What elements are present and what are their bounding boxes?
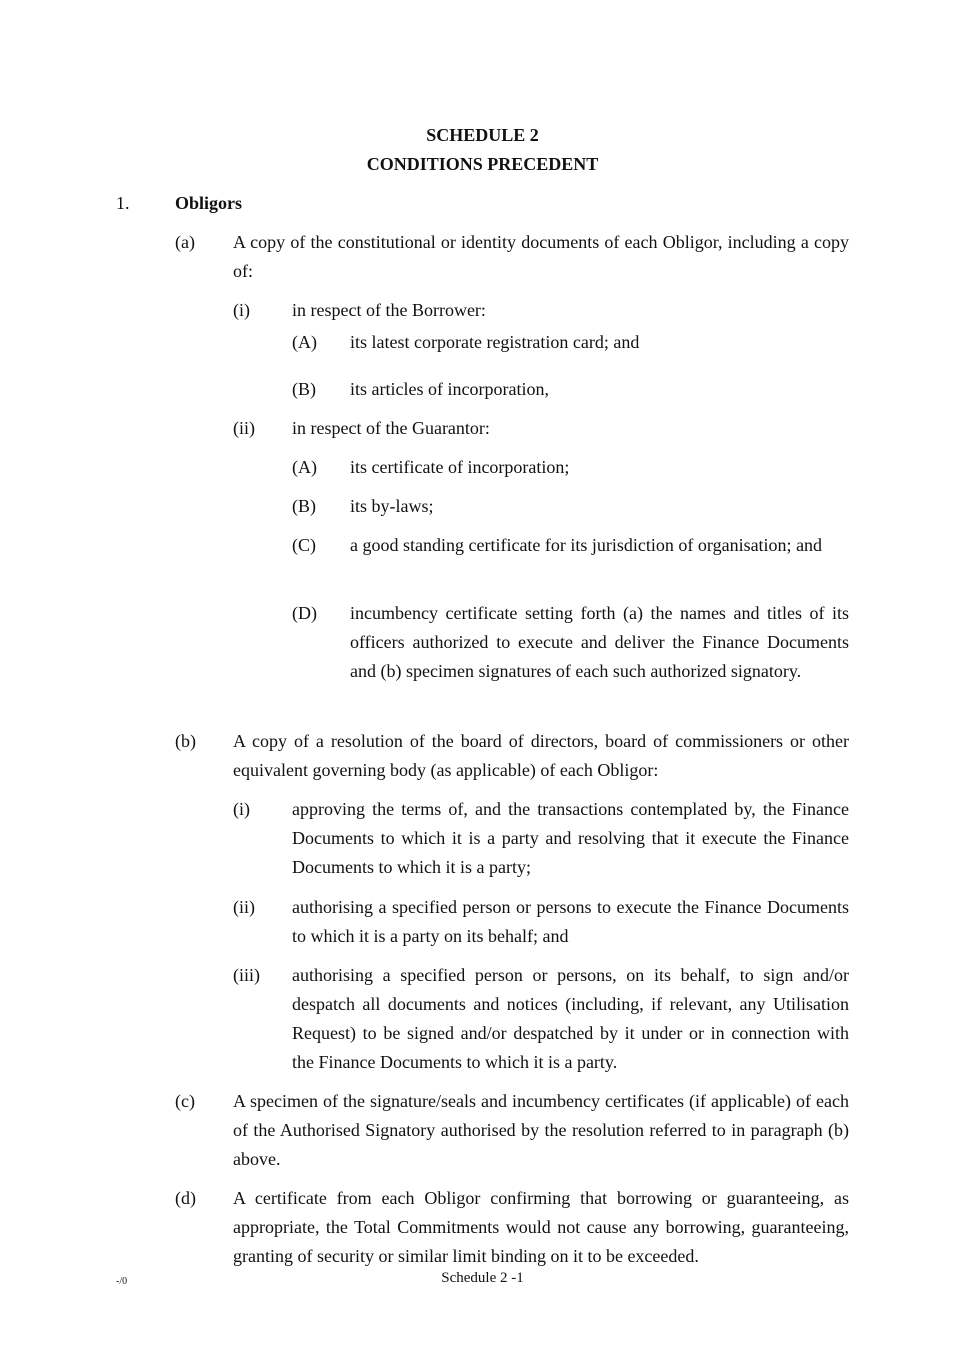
para-a-ii-label: (ii) bbox=[233, 418, 255, 438]
page-number: Schedule 2 -1 bbox=[441, 1270, 524, 1286]
section-heading: Obligors bbox=[175, 193, 243, 213]
para-a-text: A copy of the constitutional or identity documents of each Obligor, including a copy of: bbox=[233, 232, 849, 281]
para-b-ii-text: authorising a specified person or persons to execute the Finance Documents to which it is a party on its behalf; and bbox=[292, 897, 849, 946]
schedule-number: SCHEDULE 2 bbox=[426, 125, 539, 145]
para-a-ii-C-text: a good standing certificate for its jurisdiction of organisation; and bbox=[350, 535, 823, 555]
para-a-i-B-text: its articles of incorporation, bbox=[350, 379, 549, 399]
footer-reference: -/0 bbox=[116, 1276, 128, 1287]
para-a-ii-A-label: (A) bbox=[292, 457, 317, 477]
schedule-title: CONDITIONS PRECEDENT bbox=[366, 154, 599, 174]
para-b-iii-text: authorising a specified person or persons, on its behalf, to sign and/or despatch all documents and notices (including, if relevant, any Utilisation Request) to be signed and/or despatched by it under or in connection with the Finance Documents to which it is a party. bbox=[292, 965, 849, 1072]
section-number: 1. bbox=[116, 193, 130, 213]
para-b-iii-label: (iii) bbox=[233, 965, 260, 985]
para-a-i-B-label: (B) bbox=[292, 379, 316, 399]
para-a-i-A-text: its latest corporate registration card; and bbox=[350, 332, 640, 352]
para-a-i-A-label: (A) bbox=[292, 332, 317, 352]
para-a-ii-B-label: (B) bbox=[292, 496, 316, 516]
para-a-ii-B-text: its by-laws; bbox=[350, 496, 434, 516]
para-a-i-label: (i) bbox=[233, 300, 250, 320]
para-a-i-text: in respect of the Borrower: bbox=[292, 300, 486, 320]
para-b-i-text: approving the terms of, and the transactions contemplated by, the Finance Documents to which it is a party and resolving that it execute the Finance Documents to which it is a party; bbox=[292, 799, 849, 877]
para-c-text: A specimen of the signature/seals and incumbency certificates (if applicable) of each of the Authorised Signatory authorised by the resolution referred to in paragraph (b) above. bbox=[233, 1091, 849, 1169]
para-a-ii-C-label: (C) bbox=[292, 535, 316, 555]
para-a-ii-D-text: incumbency certificate setting forth (a) the names and titles of its officers authorized to execute and deliver the Finance Documents and (b) specimen signatures of each such authorized signatory. bbox=[350, 603, 849, 681]
para-b-i-label: (i) bbox=[233, 799, 250, 819]
para-b-label: (b) bbox=[175, 731, 196, 751]
para-b-ii-label: (ii) bbox=[233, 897, 255, 917]
para-d-label: (d) bbox=[175, 1188, 196, 1208]
para-b-text: A copy of a resolution of the board of directors, board of commissioners or other equivalent governing body (as applicable) of each Obligor: bbox=[233, 731, 849, 780]
para-d-text: A certificate from each Obligor confirming that borrowing or guaranteeing, as appropriate, the Total Commitments would not cause any borrowing, guaranteeing, granting of security or similar limit binding on it to be exceeded. bbox=[233, 1188, 849, 1266]
para-c-label: (c) bbox=[175, 1091, 195, 1111]
para-a-label: (a) bbox=[175, 232, 195, 252]
para-a-ii-text: in respect of the Guarantor: bbox=[292, 418, 490, 438]
para-a-ii-A-text: its certificate of incorporation; bbox=[350, 457, 570, 477]
para-a-ii-D-label: (D) bbox=[292, 603, 317, 623]
